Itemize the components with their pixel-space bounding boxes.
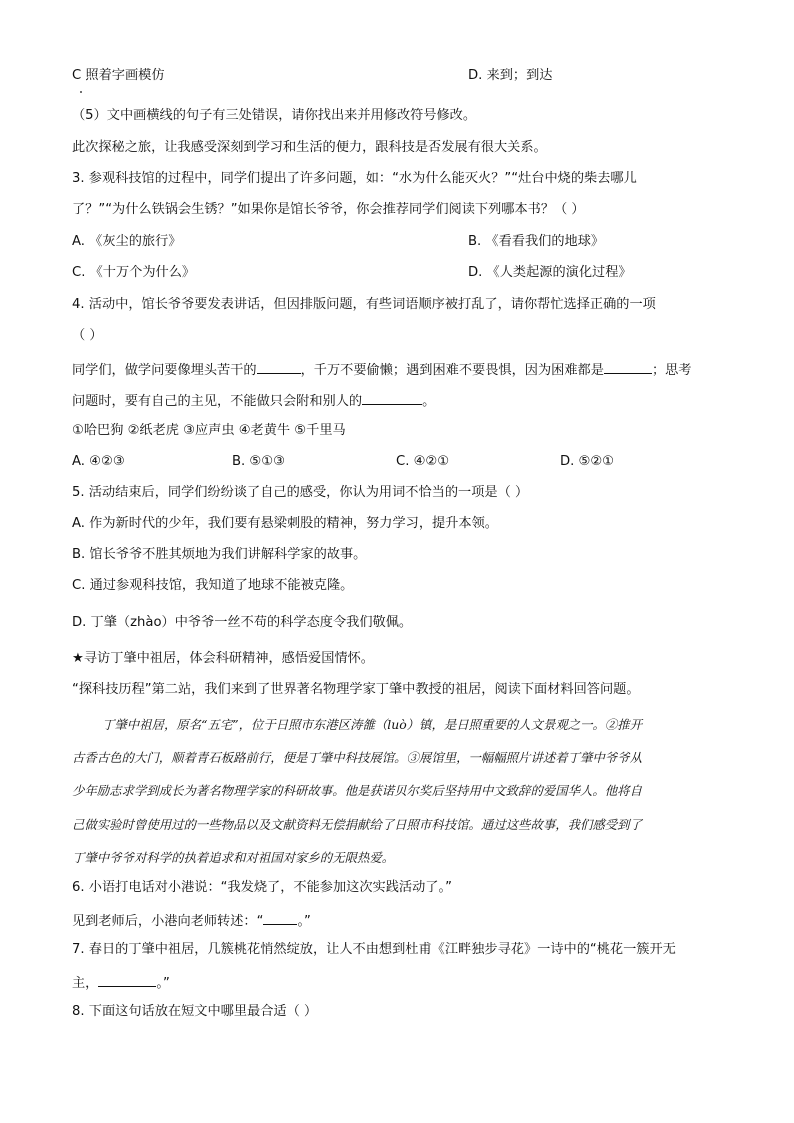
q5-option-d: D. 丁肇（zhào）中爷爷一丝不苟的科学态度令我们敬佩。	[72, 615, 413, 630]
q3-option-c: C. 《十万个为什么》	[72, 265, 196, 280]
fill-blank[interactable]	[98, 972, 156, 987]
q3-option-a: A. 《灰尘的旅行》	[72, 234, 182, 249]
passage-line4: 己做实验时曾使用过的一些物品以及文献资料无偿捐献给了日照市科技馆。通过这些故事，我们感受到了	[72, 817, 642, 832]
stray-dot-mark	[80, 91, 82, 93]
q8-stem: 8. 下面这句话放在短文中哪里最合适（ ）	[72, 1004, 318, 1019]
q3-options-row2	[72, 264, 722, 282]
q2-options-row	[72, 67, 722, 85]
q5-option-c: C. 通过参观科技馆，我知道了地球不能被克隆。	[72, 578, 354, 593]
q2-option-d: D. 来到；到达	[468, 68, 553, 83]
q7-line1: 7. 春日的丁肇中祖居，几簇桃花悄然绽放，让人不由想到杜甫《江畔独步寻花》一诗中的“桃花一簇开无	[72, 942, 676, 957]
passage-line3: 少年励志求学到成长为著名物理学家的科研故事。他是获诺贝尔奖后坚持用中文致辞的爱国华人。他将自	[72, 783, 642, 798]
q2-option-c: C 照着字画模仿	[72, 68, 165, 83]
q2-5-prompt: （5）文中画横线的句子有三处错误，请你找出来并用修改符号修改。	[72, 108, 477, 123]
q4-option-c: C. ④②①	[396, 454, 450, 469]
q4-stem-line1: 4. 活动中，馆长爷爷要发表讲话，但因排版问题，有些词语顺序被打乱了，请你帮忙选择正确的一项	[72, 297, 656, 312]
q4-choice-list: ①哈巴狗 ②纸老虎 ③应声虫 ④老黄牛 ⑤千里马	[72, 423, 346, 438]
fill-blank[interactable]	[257, 359, 301, 374]
q4-option-b: B. ⑤①③	[232, 454, 285, 469]
q7-line2: 主， 。”	[72, 972, 722, 993]
q3-option-b: B. 《看看我们的地球》	[468, 234, 605, 249]
q6-stem: 6. 小语打电话对小港说：“我发烧了，不能参加这次实践活动了。”	[72, 880, 452, 895]
passage-line5: 丁肇中爷爷对科学的执着追求和对祖国对家乡的无限热爱。	[72, 850, 395, 865]
q4-passage-line2: 问题时，要有自己的主见，不能做只会附和别人的 。	[72, 390, 722, 411]
q3-options-row1	[72, 233, 722, 251]
section-intro: “探科技历程”第二站，我们来到了世界著名物理学家丁肇中教授的祖居，阅读下面材料回答问题。	[72, 682, 640, 697]
fill-blank[interactable]	[362, 390, 422, 405]
q5-stem: 5. 活动结束后，同学们纷纷谈了自己的感受，你认为用词不恰当的一项是（ ）	[72, 485, 529, 500]
q2-5-sentence: 此次探秘之旅，让我感受深刻到学习和生活的便力，跟科技是否发展有很大关系。	[72, 140, 547, 155]
fill-blank[interactable]	[604, 359, 652, 374]
q3-stem-line2: 了？”“为什么铁锅会生锈？”如果你是馆长爷爷，你会推荐同学们阅读下列哪本书？（ ）	[72, 202, 585, 217]
q3-option-d: D. 《人类起源的演化过程》	[468, 265, 632, 280]
passage-line1: 丁肇中祖居，原名“五宅”，位于日照市东港区涛雒（luò）镇，是日照重要的人文景观之一。②推开	[102, 717, 643, 732]
q4-stem-line2: （ ）	[72, 328, 103, 343]
section-heading: ★寻访丁肇中祖居，体会科研精神，感悟爱国情怀。	[72, 651, 374, 666]
fill-blank[interactable]	[263, 910, 297, 925]
q5-option-a: A. 作为新时代的少年，我们要有悬梁刺股的精神，努力学习，提升本领。	[72, 516, 498, 531]
q5-option-b: B. 馆长爷爷不胜其烦地为我们讲解科学家的故事。	[72, 547, 367, 562]
q3-stem-line1: 3. 参观科技馆的过程中，同学们提出了许多问题，如：“水为什么能灭火？”“灶台中烧的柴去哪儿	[72, 171, 637, 186]
q4-option-d: D. ⑤②①	[560, 454, 615, 469]
q4-option-a: A. ④②③	[72, 454, 125, 469]
q6-line2: 见到老师后，小港向老师转述：“ 。”	[72, 910, 722, 931]
passage-line2: 古香古色的大门，顺着青石板路前行，便是丁肇中科技展馆。③展馆里，一幅幅照片讲述着丁肇中爷爷从	[72, 750, 642, 765]
q4-passage-line1: 同学们，做学问要像埋头苦干的 ，千万不要偷懒；遇到困难不要畏惧，因为困难都是 ；思考	[72, 359, 722, 380]
